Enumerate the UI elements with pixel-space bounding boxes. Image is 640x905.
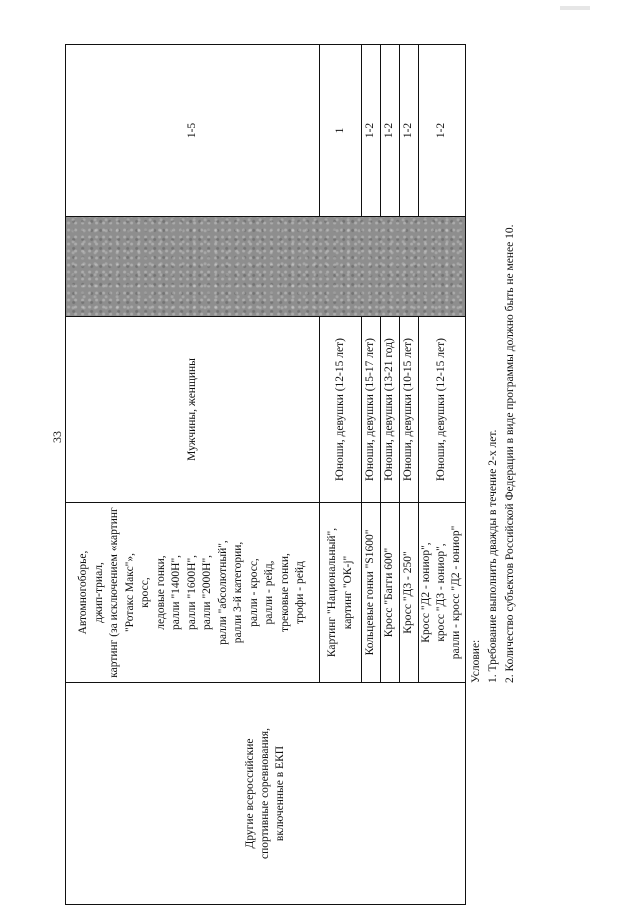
- participants-cell: Юноши, девушки (12-15 лет): [419, 317, 466, 503]
- places-cell: 1-2: [381, 45, 400, 217]
- discipline-line: ралли - кросс,: [247, 558, 260, 627]
- discipline-line: картинг (за исключением «картинг: [108, 507, 121, 678]
- category-cell: [66, 683, 466, 905]
- places-cell: 1-2: [400, 45, 419, 217]
- participants-cell: Юноши, девушки (12-15 лет): [320, 317, 362, 503]
- discipline-line: ралли - рейд,: [263, 560, 276, 625]
- category-line: Другие всероссийские: [243, 738, 256, 849]
- places-cell: 1-2: [362, 45, 381, 217]
- discipline-line: ралли - кросс "Д2 - юниор": [450, 525, 463, 660]
- discipline-line: джип-триал,: [92, 562, 105, 623]
- participants-cell: Юноши, девушки (13-21 год): [381, 317, 400, 503]
- discipline-line: ралли 3-й категории,: [232, 541, 245, 644]
- shaded-cell: [66, 217, 466, 317]
- discipline-cell: Кросс "Багги 600": [381, 503, 400, 683]
- discipline-cell: Кольцевые гонки "S1600": [362, 503, 381, 683]
- page-number: 33: [50, 431, 64, 443]
- discipline-line: трековые гонки,: [278, 553, 291, 632]
- discipline-line: ралли "1600Н",: [185, 554, 198, 631]
- discipline-line: Картинг "Национальный",: [326, 527, 339, 658]
- discipline-cell: Кросс "Д3 - 250": [400, 503, 419, 683]
- note-item: 2. Количество субъектов Российской Федерации в виде программы должно быть не менее 10.: [504, 224, 516, 683]
- discipline-line: кросс "Д3 - юниор",: [435, 543, 448, 642]
- discipline-line: ралли "1400Н",: [170, 554, 183, 631]
- participants-cell: Юноши, девушки (15-17 лет): [362, 317, 381, 503]
- discipline-line: трофи - рейд: [294, 561, 307, 624]
- notes-heading: Условие:: [470, 639, 482, 683]
- category-line: спортивные соревнования,: [258, 728, 271, 859]
- table-row: [66, 45, 320, 905]
- discipline-cell: [419, 503, 466, 683]
- scan-artifact: [560, 6, 590, 10]
- participants-cell: Юноши, девушки (10-15 лет): [400, 317, 419, 503]
- places-cell: 1-5: [66, 45, 320, 217]
- discipline-line: кросс,: [139, 577, 152, 608]
- category-line: включенные в ЕКП: [273, 745, 286, 842]
- discipline-line: Автомногоборье,: [77, 550, 90, 635]
- discipline-line: Кросс "Д2 - юниор",: [420, 542, 432, 643]
- places-cell: 1-2: [419, 45, 466, 217]
- note-item: 1. Требование выполнить дважды в течение 2-х лет.: [487, 429, 499, 683]
- notes-block: [468, 53, 519, 683]
- discipline-line: картинг "ОК-j": [341, 555, 354, 630]
- participants-cell: Мужчины, женщины: [66, 317, 320, 503]
- discipline-cell: [66, 503, 320, 683]
- discipline-cell: [320, 503, 362, 683]
- places-cell: 1: [320, 45, 362, 217]
- discipline-line: ралли "2000Н",: [201, 554, 214, 631]
- discipline-line: "Ротакс Макс"»,: [123, 553, 136, 633]
- discipline-line: ледовые гонки,: [154, 555, 167, 630]
- discipline-line: ралли "абсолютный",: [216, 540, 229, 645]
- competitions-table: [65, 44, 466, 905]
